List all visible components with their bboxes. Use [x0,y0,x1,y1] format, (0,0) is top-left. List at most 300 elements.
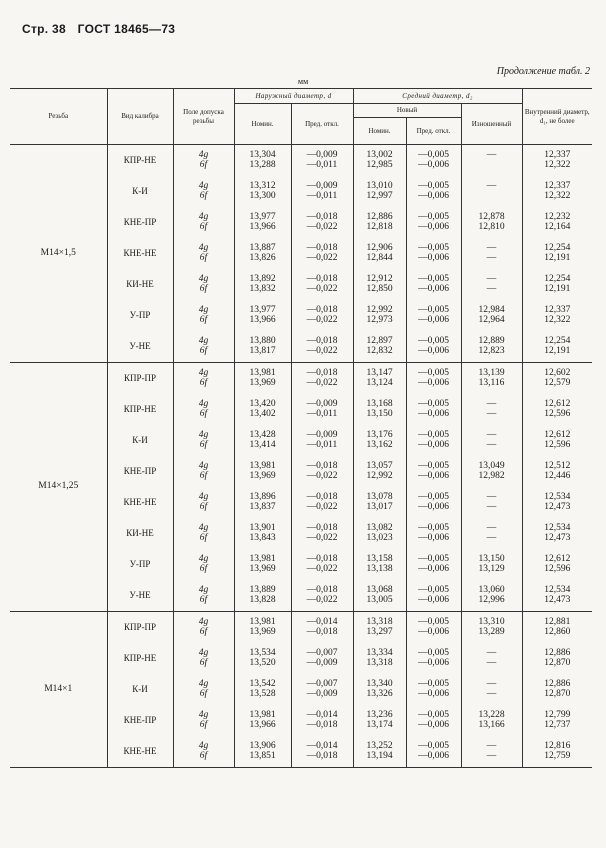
cell-value: — [486,657,497,668]
cell-value: 13,023 [366,532,393,543]
cell-field [173,705,234,736]
cell-value: —0,018 [306,273,338,284]
cell-value: 13,828 [249,594,276,605]
cell-outer-dev [291,549,353,580]
cell-value: 13,150 [366,408,393,419]
cell-value: — [486,532,497,543]
cell-value: —0,018 [306,750,338,761]
cell-mid-nom [353,456,406,487]
cell-value: —0,005 [418,553,449,564]
cell-value: —0,005 [418,335,449,346]
cell-value: 12,996 [478,594,505,605]
cell-value: 13,166 [478,719,505,730]
cell-value: 4g [198,242,209,253]
cell-mid-nom [353,269,406,300]
cell-inner [522,580,592,612]
cell-value: 13,060 [478,584,505,595]
cell-inner [522,300,592,331]
cell-value: 4g [198,491,209,502]
cell-field [173,580,234,612]
cell-mid-nom [353,394,406,425]
cell-field [173,612,234,644]
cell-value: 6f [199,190,208,201]
cell-value: 6f [199,314,208,325]
cell-mid-nom [353,612,406,644]
cell-value: —0,006 [418,377,449,388]
thread-label: М14×1,5 [10,145,107,363]
cell-value: 12,473 [544,532,571,543]
cell-outer-nom [234,549,291,580]
cell-mid-dev [406,549,461,580]
cell-value: —0,022 [306,532,338,543]
cell-value: 13,078 [366,491,393,502]
cell-value: —0,022 [306,345,338,356]
cell-value: 13,068 [366,584,393,595]
cell-value: — [486,491,497,502]
cell-value: —0,006 [418,314,449,325]
cell-value: 13,966 [249,314,276,325]
cell-value: 12,337 [544,180,571,191]
cell-field [173,487,234,518]
cell-inner [522,643,592,674]
cell-value: 12,799 [544,709,571,720]
cell-inner [522,394,592,425]
cell-value: 13,139 [478,367,505,378]
col-outer-dev: Пред. откл. [291,104,353,145]
cell-value: — [486,408,497,419]
cell-field [173,363,234,395]
cell-value: 13,843 [249,532,276,543]
calibre-type: КНЕ-ПР [107,207,173,238]
cell-value: 12,534 [544,522,571,533]
page-number: Стр. 38 [22,22,66,36]
calibre-type: КНЕ-НЕ [107,238,173,269]
col-outer-group: Наружный диаметр, d [234,89,353,104]
cell-value: 13,138 [366,563,393,574]
cell-outer-nom [234,238,291,269]
cell-field [173,269,234,300]
cell-value: — [486,398,497,409]
cell-value: 6f [199,688,208,699]
cell-value: 13,158 [366,553,393,564]
calibre-type: КПР-ПР [107,612,173,644]
cell-value: 12,997 [366,190,393,201]
cell-outer-nom [234,331,291,363]
cell-value: 13,969 [249,377,276,388]
cell-mid-dev [406,363,461,395]
calibre-type: КПР-ПР [107,363,173,395]
cell-value: 12,985 [366,159,393,170]
cell-mid-dev [406,580,461,612]
cell-value: 13,005 [366,594,393,605]
cell-outer-nom [234,269,291,300]
cell-mid-nom [353,176,406,207]
unit-label: мм [298,77,309,86]
cell-value: 13,817 [249,345,276,356]
cell-value: 12,912 [366,273,393,284]
cell-value: 6f [199,626,208,637]
cell-value: 12,737 [544,719,571,730]
cell-value: 13,304 [249,149,276,160]
cell-value: —0,018 [306,304,338,315]
cell-value: 4g [198,149,209,160]
cell-value: —0,005 [418,273,449,284]
cell-value: 13,981 [249,460,276,471]
cell-value: 13,082 [366,522,393,533]
cell-worn [461,176,522,207]
cell-value: — [486,678,497,689]
cell-value: 13,402 [249,408,276,419]
cell-worn [461,643,522,674]
cell-value: — [486,647,497,658]
cell-value: 4g [198,273,209,284]
cell-outer-dev [291,612,353,644]
cell-value: 13,981 [249,553,276,564]
cell-value: —0,018 [306,491,338,502]
cell-outer-dev [291,331,353,363]
cell-field [173,300,234,331]
cell-value: —0,018 [306,719,338,730]
cell-value: 12,596 [544,408,571,419]
cell-value: —0,005 [418,211,449,222]
cell-value: —0,006 [418,657,449,668]
cell-value: —0,011 [306,190,338,201]
cell-value: 13,162 [366,439,393,450]
cell-value: —0,007 [306,678,338,689]
col-field: Поле допуска резьбы [173,89,234,145]
cell-value: 6f [199,532,208,543]
cell-value: 13,977 [249,211,276,222]
cell-mid-nom [353,674,406,705]
cell-value: 13,520 [249,657,276,668]
cell-value: 13,228 [478,709,505,720]
cell-value: 13,832 [249,283,276,294]
cell-value: 4g [198,553,209,564]
cell-outer-dev [291,176,353,207]
cell-outer-nom [234,207,291,238]
cell-value: —0,006 [418,563,449,574]
cell-value: 4g [198,678,209,689]
cell-value: 13,880 [249,335,276,346]
cell-mid-nom [353,643,406,674]
cell-worn [461,331,522,363]
cell-value: 6f [199,594,208,605]
cell-value: 13,889 [249,584,276,595]
cell-value: —0,005 [418,647,449,658]
cell-value: —0,006 [418,594,449,605]
col-worn: Изношенный [461,104,522,145]
cell-value: —0,022 [306,283,338,294]
cell-value: 13,288 [249,159,276,170]
cell-value: 12,759 [544,750,571,761]
calibre-type: К-И [107,176,173,207]
cell-worn [461,674,522,705]
calibre-type: К-И [107,674,173,705]
cell-value: 13,116 [478,377,505,388]
cell-value: 13,969 [249,626,276,637]
page-header [22,22,183,36]
cell-value: — [486,429,497,440]
cell-value: —0,022 [306,470,338,481]
thread-label: М14×1,25 [10,363,107,612]
cell-worn [461,612,522,644]
cell-value: 12,906 [366,242,393,253]
cell-value: —0,006 [418,221,449,232]
cell-value: —0,006 [418,750,449,761]
cell-value: —0,006 [418,159,449,170]
cell-value: 12,446 [544,470,571,481]
cell-inner [522,674,592,705]
col-outer-nom: Номин. [234,104,291,145]
cell-worn [461,394,522,425]
cell-worn [461,518,522,549]
cell-outer-dev [291,363,353,395]
cell-value: 6f [199,345,208,356]
cell-value: 6f [199,252,208,263]
cell-value: 13,310 [478,616,505,627]
cell-value: 13,326 [366,688,393,699]
cell-value: 12,823 [478,345,505,356]
cell-value: 12,964 [478,314,505,325]
cell-value: 13,887 [249,242,276,253]
calibre-type: КИ-НЕ [107,518,173,549]
cell-mid-nom [353,736,406,768]
cell-value: 6f [199,159,208,170]
cell-value: 13,174 [366,719,393,730]
cell-value: 4g [198,429,209,440]
cell-mid-nom [353,518,406,549]
cell-mid-nom [353,705,406,736]
cell-mid-dev [406,643,461,674]
cell-value: 12,870 [544,688,571,699]
cell-value: —0,006 [418,688,449,699]
cell-value: 13,168 [366,398,393,409]
cell-value: —0,005 [418,584,449,595]
cell-value: 4g [198,522,209,533]
cell-outer-dev [291,145,353,177]
cell-value: —0,005 [418,304,449,315]
cell-mid-dev [406,674,461,705]
cell-value: 6f [199,439,208,450]
cell-value: 12,612 [544,398,571,409]
cell-value: 12,810 [478,221,505,232]
cell-value: 13,057 [366,460,393,471]
cell-outer-nom [234,674,291,705]
cell-outer-nom [234,176,291,207]
calibre-type: КНЕ-НЕ [107,487,173,518]
cell-value: 12,254 [544,335,571,346]
cell-value: 13,851 [249,750,276,761]
cell-mid-nom [353,207,406,238]
cell-worn [461,207,522,238]
cell-value: 13,289 [478,626,505,637]
cell-mid-dev [406,176,461,207]
cell-mid-dev [406,736,461,768]
cell-outer-nom [234,612,291,644]
cell-value: 13,236 [366,709,393,720]
cell-mid-nom [353,145,406,177]
cell-value: —0,006 [418,719,449,730]
cell-value: 4g [198,460,209,471]
cell-value: 12,322 [544,159,571,170]
cell-value: 13,981 [249,367,276,378]
cell-value: 12,191 [544,345,571,356]
cell-value: —0,009 [306,688,338,699]
col-mid-group: Средний диаметр, d₂ [353,89,522,104]
cell-value: 12,832 [366,345,393,356]
cell-value: 13,049 [478,460,505,471]
cell-inner [522,269,592,300]
cell-mid-dev [406,207,461,238]
col-new-group: Новый [353,104,461,118]
cell-mid-dev [406,300,461,331]
calibre-type: У-НЕ [107,580,173,612]
cell-value: —0,018 [306,367,338,378]
cell-value: 13,542 [249,678,276,689]
table-row [10,612,592,644]
cell-outer-nom [234,580,291,612]
cell-worn [461,269,522,300]
cell-value: —0,011 [306,439,338,450]
cell-value: 12,889 [478,335,505,346]
cell-value: 13,340 [366,678,393,689]
cell-value: — [486,688,497,699]
cell-outer-dev [291,238,353,269]
calibre-type: КПР-НЕ [107,643,173,674]
cell-value: 13,124 [366,377,393,388]
cell-value: —0,009 [306,657,338,668]
cell-value: —0,018 [306,584,338,595]
cell-mid-dev [406,145,461,177]
cell-value: —0,005 [418,616,449,627]
cell-value: —0,006 [418,345,449,356]
cell-outer-nom [234,425,291,456]
cell-mid-nom [353,238,406,269]
cell-field [173,518,234,549]
cell-field [173,394,234,425]
cell-value: —0,005 [418,491,449,502]
cell-mid-nom [353,549,406,580]
cell-value: —0,005 [418,522,449,533]
cell-mid-dev [406,612,461,644]
standard-code: ГОСТ 18465—73 [77,22,176,36]
cell-outer-nom [234,456,291,487]
cell-value: —0,005 [418,149,449,160]
cell-value: 13,010 [366,180,393,191]
cell-value: —0,005 [418,180,449,191]
cell-value: —0,018 [306,522,338,533]
cell-value: — [486,740,497,751]
cell-value: —0,009 [306,429,338,440]
cell-value: 12,596 [544,439,571,450]
table-row [10,363,592,395]
cell-worn [461,363,522,395]
cell-inner [522,705,592,736]
cell-outer-nom [234,300,291,331]
cell-value: 4g [198,740,209,751]
calibre-type: У-ПР [107,300,173,331]
cell-worn [461,300,522,331]
cell-value [464,192,520,202]
cell-value: — [486,501,497,512]
cell-value [464,161,520,171]
cell-mid-nom [353,300,406,331]
cell-value: 12,534 [544,584,571,595]
cell-field [173,674,234,705]
cell-outer-dev [291,425,353,456]
cell-mid-nom [353,580,406,612]
cell-value: —0,009 [306,398,338,409]
cell-value: —0,006 [418,532,449,543]
cell-value: —0,018 [306,553,338,564]
cell-value: —0,005 [418,709,449,720]
cell-mid-dev [406,487,461,518]
cell-value: — [486,252,497,263]
cell-value: 13,428 [249,429,276,440]
table-head [10,89,592,145]
cell-outer-dev [291,269,353,300]
cell-value: —0,005 [418,398,449,409]
col-mid-nom: Номин. [353,118,406,145]
cell-value: —0,014 [306,709,338,720]
cell-value: —0,006 [418,283,449,294]
cell-value: — [486,522,497,533]
cell-value: 6f [199,750,208,761]
cell-worn [461,580,522,612]
cell-mid-dev [406,518,461,549]
cell-value: 13,892 [249,273,276,284]
cell-value: —0,018 [306,242,338,253]
table-row [10,145,592,177]
cell-inner [522,487,592,518]
cell-value: 12,992 [366,304,393,315]
cell-value: 13,826 [249,252,276,263]
cell-value: 4g [198,584,209,595]
cell-outer-dev [291,456,353,487]
cell-value: 12,191 [544,283,571,294]
cell-outer-nom [234,487,291,518]
cell-value: 12,860 [544,626,571,637]
cell-outer-nom [234,145,291,177]
cell-value: 13,896 [249,491,276,502]
cell-inner [522,363,592,395]
cell-outer-nom [234,643,291,674]
cell-outer-dev [291,300,353,331]
cell-value: —0,014 [306,740,338,751]
cell-worn [461,456,522,487]
cell-value: —0,009 [306,149,338,160]
calibre-type: КНЕ-НЕ [107,736,173,768]
cell-value: 12,322 [544,314,571,325]
cell-value: 4g [198,180,209,191]
cell-value: 13,300 [249,190,276,201]
cell-field [173,736,234,768]
cell-value: 6f [199,563,208,574]
cell-mid-dev [406,331,461,363]
cell-value: 12,886 [544,678,571,689]
cell-value: — [486,750,497,761]
cell-value: 4g [198,616,209,627]
cell-value: — [486,149,497,160]
cell-outer-dev [291,580,353,612]
cell-outer-dev [291,518,353,549]
cell-value: 12,254 [544,242,571,253]
cell-worn [461,425,522,456]
cell-value: 13,420 [249,398,276,409]
cell-mid-dev [406,456,461,487]
cell-value: 13,981 [249,709,276,720]
cell-value: — [486,283,497,294]
